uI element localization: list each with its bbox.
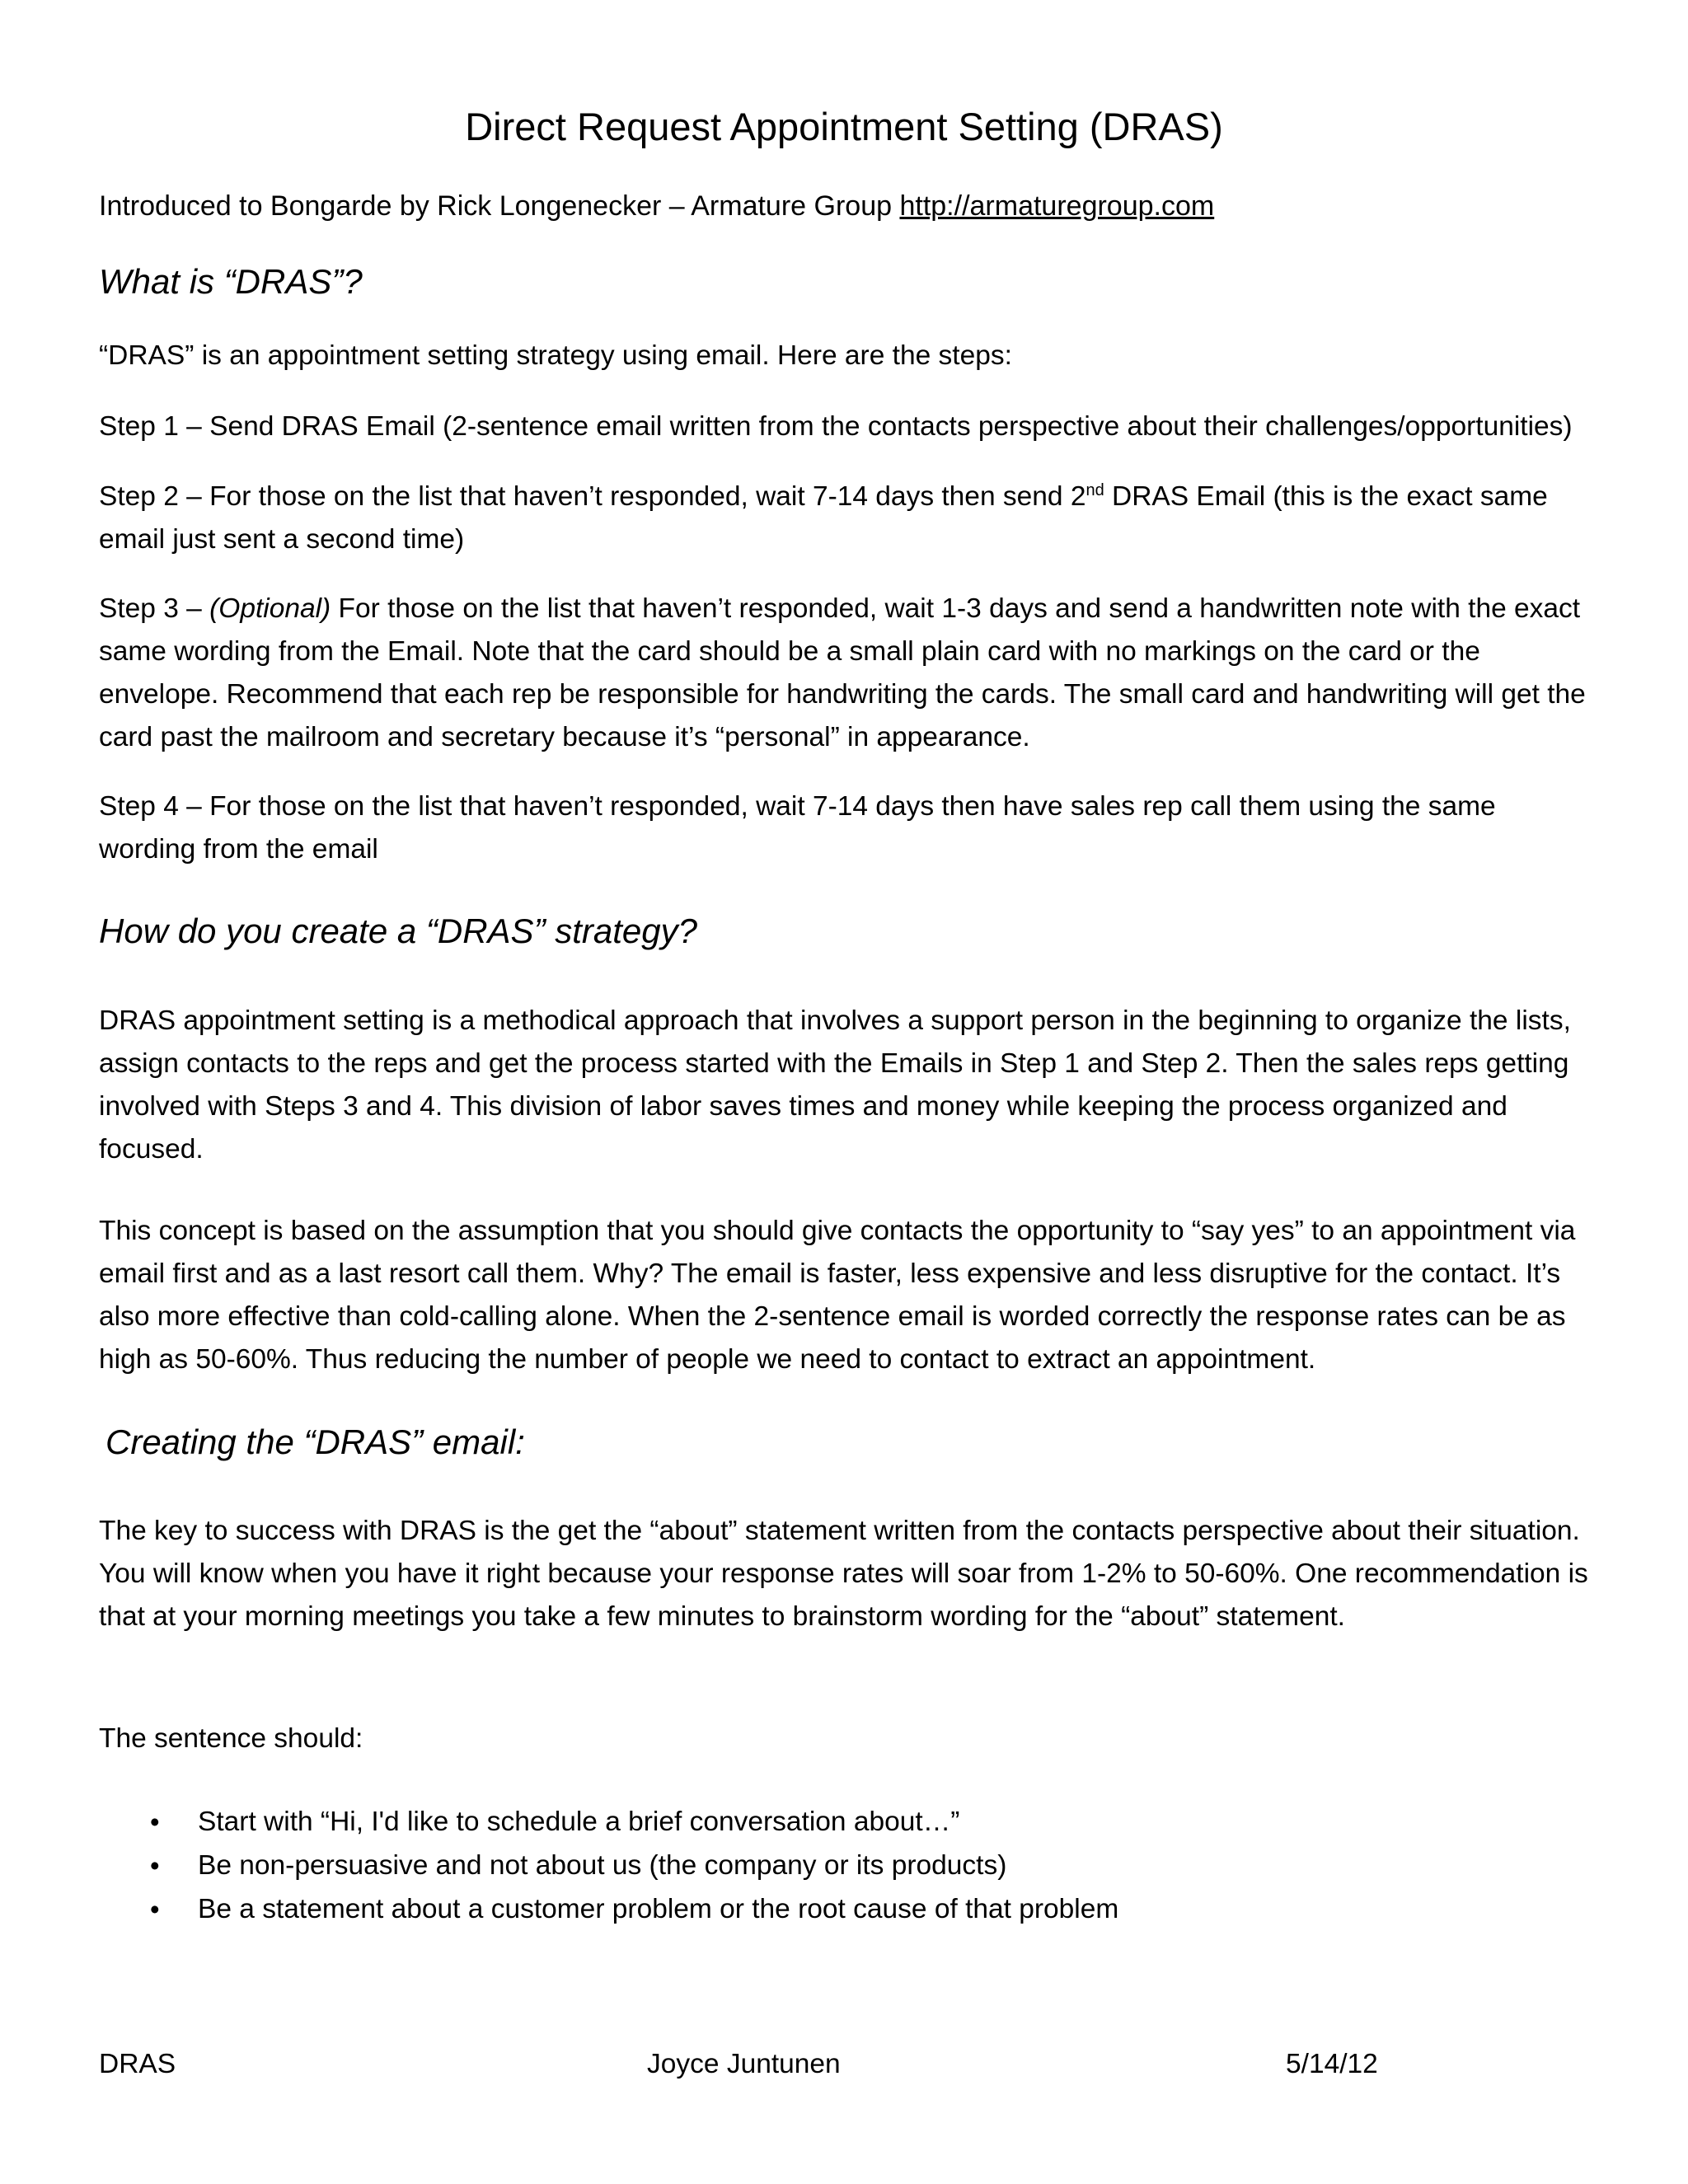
heading-what-is-dras: What is “DRAS”? [99,262,363,301]
how-paragraph-1: DRAS appointment setting is a methodical approach that involves a support person in the beginning to organize the lists, assign contacts to the reps and get the process started with the Emails in Step 1 and Step 2. Then the sales reps getting involved with Steps 3 and 4. This division of labor saves times and money while keeping the process organized and focused. [99,1005,1571,1165]
sentence-rules-list [99,1800,1582,1931]
step-2-text-a: Step 2 – For those on the list that haven’t responded, wait 7-14 days then send 2 [99,481,1086,512]
ordinal-suffix: nd [1085,480,1104,499]
footer-author: Joyce Juntunen [647,2049,841,2079]
step-3-text: For those on the list that haven’t responded, wait 1-3 days and send a handwritten note with the exact same wording from the Email. Note that the card should be a small plain card with no markings on the card or the envelope. Recommend that each rep be responsible for handwriting the cards. The small card and handwriting will get the card past the mailroom and secretary because it’s “personal” in appearance. [99,593,1586,752]
list-item-text: Start with “Hi, I'd like to schedule a brief conversation about…” [198,1807,960,1837]
heading-how-create-strategy: How do you create a “DRAS” strategy? [99,912,697,950]
optional-label: (Optional) [209,593,331,624]
list-item [99,1800,1582,1844]
list-item-text: Be a statement about a customer problem or the root cause of that problem [198,1894,1119,1924]
bullet-icon: • [150,1807,160,1837]
intro-text: Introduced to Bongarde by Rick Longenecker – Armature Group [99,190,900,222]
step-2-paragraph [99,476,1592,561]
step-2-text-b: DRAS Email (this is the exact same email just sent a second time) [99,481,1548,555]
intro-line [99,185,1582,227]
bullet-icon: • [150,1850,160,1881]
email-paragraph-1: The key to success with DRAS is the get the “about” statement written from the contacts perspective about their situation. You will know when you have it right because your response rates will soar from 1-2% to 50-60%. One recommendation is that at your morning meetings you take a few minutes to brainstorm wording for the “about” statement. [99,1516,1588,1632]
how-paragraph-2: This concept is based on the assumption that you should give contacts the opportunity to “say yes” to an appointment via email first and as a last resort call them. Why? The email is faster, less expensive and less disruptive for the contact. It’s also more effective than cold-calling alone. When the 2-sentence email is worded correctly the response rates can be as high as 50-60%. Thus reducing the number of people we need to contact to extract an appointment. [99,1216,1576,1375]
bullet-icon: • [150,1894,160,1924]
footer-date: 5/14/12 [1286,2049,1378,2079]
step-4-paragraph: Step 4 – For those on the list that haven’t responded, wait 7-14 days then have sales rep call them using the same wording from the email [99,791,1496,865]
step-3-prefix: Step 3 – [99,593,210,624]
list-item [99,1844,1582,1887]
footer-left: DRAS [99,2049,176,2079]
armature-group-link[interactable]: http://armaturegroup.com [899,190,1215,222]
heading-creating-email: Creating the “DRAS” email: [106,1422,525,1461]
step-1-paragraph: Step 1 – Send DRAS Email (2-sentence email written from the contacts perspective about their challenges/opportunities) [99,411,1573,442]
step-3-paragraph [99,588,1592,759]
list-item [99,1887,1582,1931]
list-item-text: Be non-persuasive and not about us (the company or its products) [198,1850,1007,1881]
sentence-should-label: The sentence should: [99,1723,363,1754]
what-intro-paragraph: “DRAS” is an appointment setting strategy using email. Here are the steps: [99,340,1012,371]
page-title: Direct Request Appointment Setting (DRAS) [465,105,1223,148]
